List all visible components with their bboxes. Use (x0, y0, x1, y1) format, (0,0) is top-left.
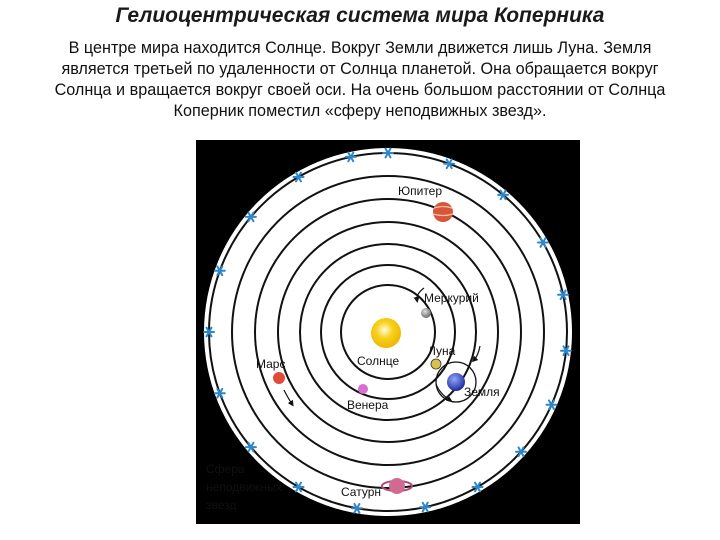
paragraph-line: является третьей по удаленности от Солнца планетой. Она обращается вокруг (61, 60, 659, 78)
mercury-label: Меркурий (424, 291, 479, 305)
diagram-canvas (202, 146, 574, 518)
earth-label: Земля (464, 385, 500, 399)
moon-label: Луна (428, 344, 456, 358)
sphere-label-line1: Сфера (206, 462, 245, 476)
jupiter (433, 202, 453, 222)
mars-label: Марс (256, 357, 286, 371)
paragraph-line: В центре мира находится Солнце. Вокруг Земли движется лишь Луна. Земля (68, 39, 652, 57)
description-paragraph (4, 38, 716, 122)
sun-label: Солнце (357, 354, 400, 368)
mars (273, 372, 285, 384)
jupiter-label: Юпитер (398, 184, 443, 198)
sun (371, 318, 401, 348)
sphere-label-line2: неподвижных (206, 480, 282, 494)
paragraph-line: Солнца и вращается вокруг своей оси. На очень большом расстоянии от Солнца (54, 81, 666, 99)
saturn (389, 478, 405, 494)
moon (431, 359, 441, 369)
saturn-label: Сатурн (341, 485, 382, 499)
page-title: Гелиоцентрическая система мира Коперника (115, 4, 605, 27)
solar-system-diagram (196, 140, 580, 524)
earth (447, 373, 465, 391)
paragraph-line: Коперник поместил «сферу неподвижных звезд». (173, 102, 547, 120)
mercury (421, 308, 431, 318)
venus-label: Венера (347, 398, 389, 412)
venus (358, 384, 368, 394)
sphere-label-line3: звезд (206, 498, 237, 512)
